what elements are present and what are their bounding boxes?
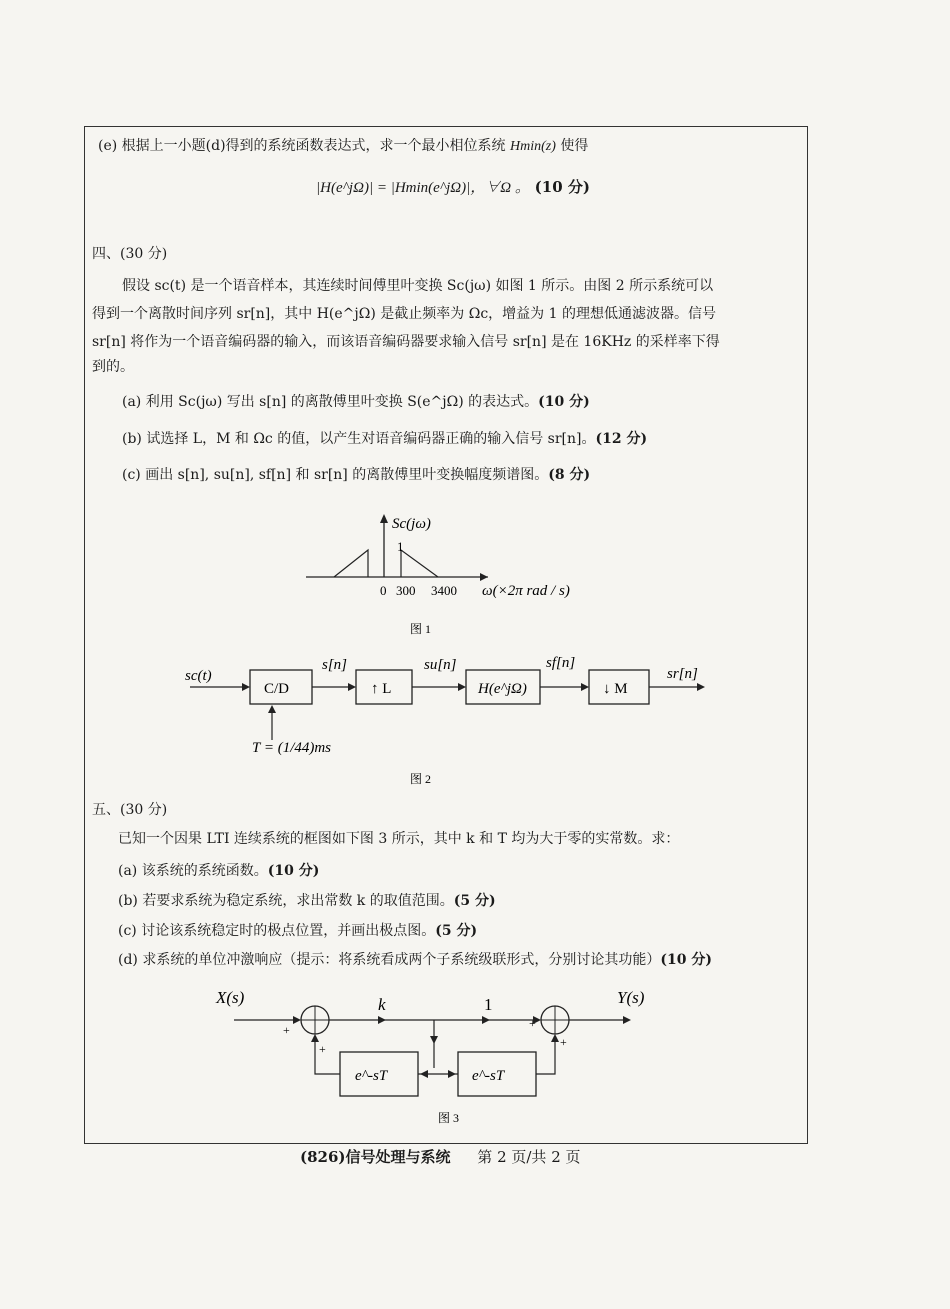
section5-heading: 五、(30 分) (92, 802, 168, 818)
section5-question-d: (d) 求系统的单位冲激响应（提示：将系统看成两个子系统级联形式，分别讨论其功能）(10 分) (118, 952, 712, 968)
cd-block-label: C/D (264, 681, 290, 697)
fig1-ylabel: Sc(jω) (392, 516, 431, 532)
sum2-plus-left: + (529, 1016, 536, 1030)
section4-para-line2: 得到一个离散时间序列 sr[n]，其中 H(e^jΩ) 是截止频率为 Ωc，增益为 1 的理想低通滤波器。信号 (92, 306, 716, 322)
fig1-x-arrow (480, 573, 488, 581)
fig1-left-lobe (334, 550, 368, 577)
section4-question-c: (c) 画出 s[n], su[n], sf[n] 和 sr[n] 的离散傅里叶变换幅度频谱图。(8 分) (122, 467, 591, 483)
signal-su: su[n] (424, 657, 457, 673)
fig1-right-lobe (401, 550, 438, 577)
section4-para-line4: 到的。 (92, 359, 134, 375)
section4-question-b: (b) 试选择 L，M 和 Ωc 的值，以产生对语音编码器正确的输入信号 sr[n]。(12 分) (122, 431, 648, 447)
delay-right-label: e^-sT (472, 1068, 505, 1084)
fig1-caption: 图 1 (410, 622, 432, 636)
sum1-plus-bottom: + (319, 1042, 326, 1056)
signal-s: s[n] (322, 657, 348, 673)
section4-para-line1: 假设 sc(t) 是一个语音样本，其连续时间傅里叶变换 Sc(jω) 如图 1 所示。由图 2 所示系统可以 (122, 278, 714, 294)
downsample-block-label: ↓ M (603, 681, 628, 697)
fig1-tick-300: 300 (396, 583, 416, 598)
figure-3 (215, 988, 645, 1125)
fig1-xlabel: ω(×2π rad / s) (482, 583, 570, 599)
section5-intro: 已知一个因果 LTI 连续系统的框图如下图 3 所示，其中 k 和 T 均为大于零的实常数。求： (118, 831, 680, 847)
section4-heading: 四、(30 分) (92, 246, 168, 262)
fig3-output: Y(s) (617, 988, 645, 1007)
footer-page-number: 第 2 页/共 2 页 (477, 1148, 581, 1166)
footer-course: (826)信号处理与系统 (300, 1148, 451, 1166)
fig2-input-label: sc(t) (185, 668, 212, 684)
upsample-block-label: ↑ L (371, 681, 392, 697)
lowpass-filter-label: H(e^jΩ) (478, 681, 527, 697)
figure-1 (306, 514, 570, 636)
fig1-tick-3400: 3400 (431, 583, 457, 598)
section4-para-line3: sr[n] 将作为一个语音编码器的输入，而该语音编码器要求输入信号 sr[n] 是在 16KHz 的采样率下得 (92, 334, 720, 350)
part-e-equation: |H(e^jΩ)| = |Hmin(e^jΩ)|，∀Ω 。 (10 分) (316, 178, 590, 196)
signal-sr: sr[n] (667, 666, 698, 682)
fig2-period: T = (1/44)ms (252, 740, 332, 756)
hmin-expression: Hmin(z) (510, 139, 556, 154)
section5-question-c: (c) 讨论该系统稳定时的极点位置，并画出极点图。(5 分) (118, 923, 478, 939)
section5-question-a: (a) 该系统的系统函数。(10 分) (118, 863, 320, 879)
figure-2 (185, 655, 705, 786)
page-footer (300, 1148, 581, 1166)
sum1-plus-left: + (283, 1023, 290, 1037)
delay-left-label: e^-sT (355, 1068, 388, 1084)
signal-sf: sf[n] (546, 655, 576, 671)
section5-question-b: (b) 若要求系统为稳定系统，求出常数 k 的取值范围。(5 分) (118, 893, 496, 909)
fig3-input: X(s) (216, 988, 245, 1007)
part-e-text: (e) 根据上一小题(d)得到的系统函数表达式，求一个最小相位系统 Hmin(z) 使得 (98, 138, 589, 154)
section4-question-a: (a) 利用 Sc(jω) 写出 s[n] 的离散傅里叶变换 S(e^jΩ) 的表达式。(10 分) (122, 394, 590, 410)
gain-1: 1 (484, 995, 493, 1014)
fig3-caption: 图 3 (438, 1111, 460, 1125)
sum2-plus-bottom: + (560, 1035, 567, 1049)
fig1-y-arrow (380, 514, 388, 523)
fig1-tick-0: 0 (380, 583, 387, 598)
gain-k: k (378, 995, 386, 1014)
fig2-caption: 图 2 (410, 772, 432, 786)
fig1-peak-label: 1 (397, 539, 404, 554)
